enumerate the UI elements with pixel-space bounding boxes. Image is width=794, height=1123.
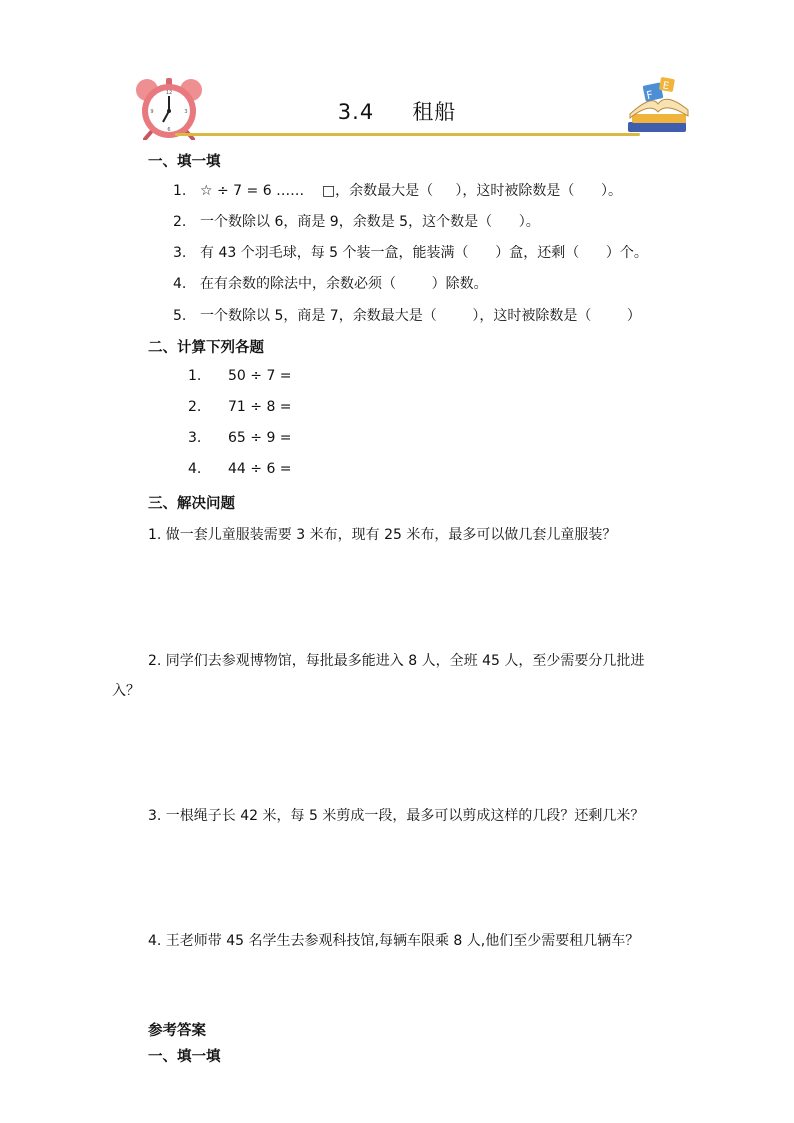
- svg-text:F: F: [645, 88, 655, 103]
- calc-item-1: 1. 50 ÷ 7 =: [188, 368, 292, 384]
- svg-text:3: 3: [184, 109, 188, 115]
- problem-1: 1. 做一套儿童服装需要 3 米布，现有 25 米布，最多可以做几套儿童服装？: [148, 527, 617, 543]
- section3-heading: 三、解决问题: [148, 496, 235, 512]
- problem-2: 2. 同学们去参观博物馆，每批最多能进入 8 人，全班 45 人，至少需要分几批进: [148, 653, 645, 669]
- calc-item-2: 2. 71 ÷ 8 =: [188, 399, 292, 415]
- fill-item-3: 3. 有 43 个羽毛球，每 5 个装一盒，能装满（ ）盒，还剩（ ）个。: [173, 245, 648, 261]
- section2-heading: 二、计算下列各题: [148, 340, 264, 356]
- lesson-number: 3.4: [337, 100, 375, 124]
- fill-item-4: 4. 在有余数的除法中，余数必须（ ）除数。: [173, 276, 488, 292]
- problem-4: 4. 王老师带 45 名学生去参观科技馆,每辆车限乘 8 人,他们至少需要租几辆车？: [148, 933, 640, 949]
- section1-heading: 一、填一填: [148, 154, 221, 170]
- svg-text:E: E: [661, 80, 670, 93]
- fill-item-1: 1. ☆ ÷ 7 = 6 …… □，余数最大是（ ），这时被除数是（ ）。: [173, 183, 623, 199]
- fill-item-5: 5. 一个数除以 5，商是 7，余数最大是（ ），这时被除数是（ ）: [173, 308, 641, 324]
- lesson-title: 租船: [412, 100, 457, 124]
- problem-3: 3. 一根绳子长 42 米，每 5 米剪成一段，最多可以剪成这样的几段？还剩几米？: [148, 808, 645, 824]
- svg-text:12: 12: [165, 90, 173, 96]
- svg-text:9: 9: [150, 109, 154, 115]
- page-title: [0, 96, 794, 126]
- answers-subheading: 一、填一填: [148, 1049, 221, 1065]
- title-underline: [175, 133, 640, 136]
- calc-item-3: 3. 65 ÷ 9 =: [188, 430, 292, 446]
- svg-text:6: 6: [167, 127, 171, 133]
- calc-item-4: 4. 44 ÷ 6 =: [188, 461, 292, 477]
- fill-item-2: 2. 一个数除以 6，商是 9，余数是 5，这个数是（ ）。: [173, 214, 540, 230]
- answers-heading: 参考答案: [148, 1023, 206, 1039]
- problem-2-continued: 入？: [112, 683, 140, 699]
